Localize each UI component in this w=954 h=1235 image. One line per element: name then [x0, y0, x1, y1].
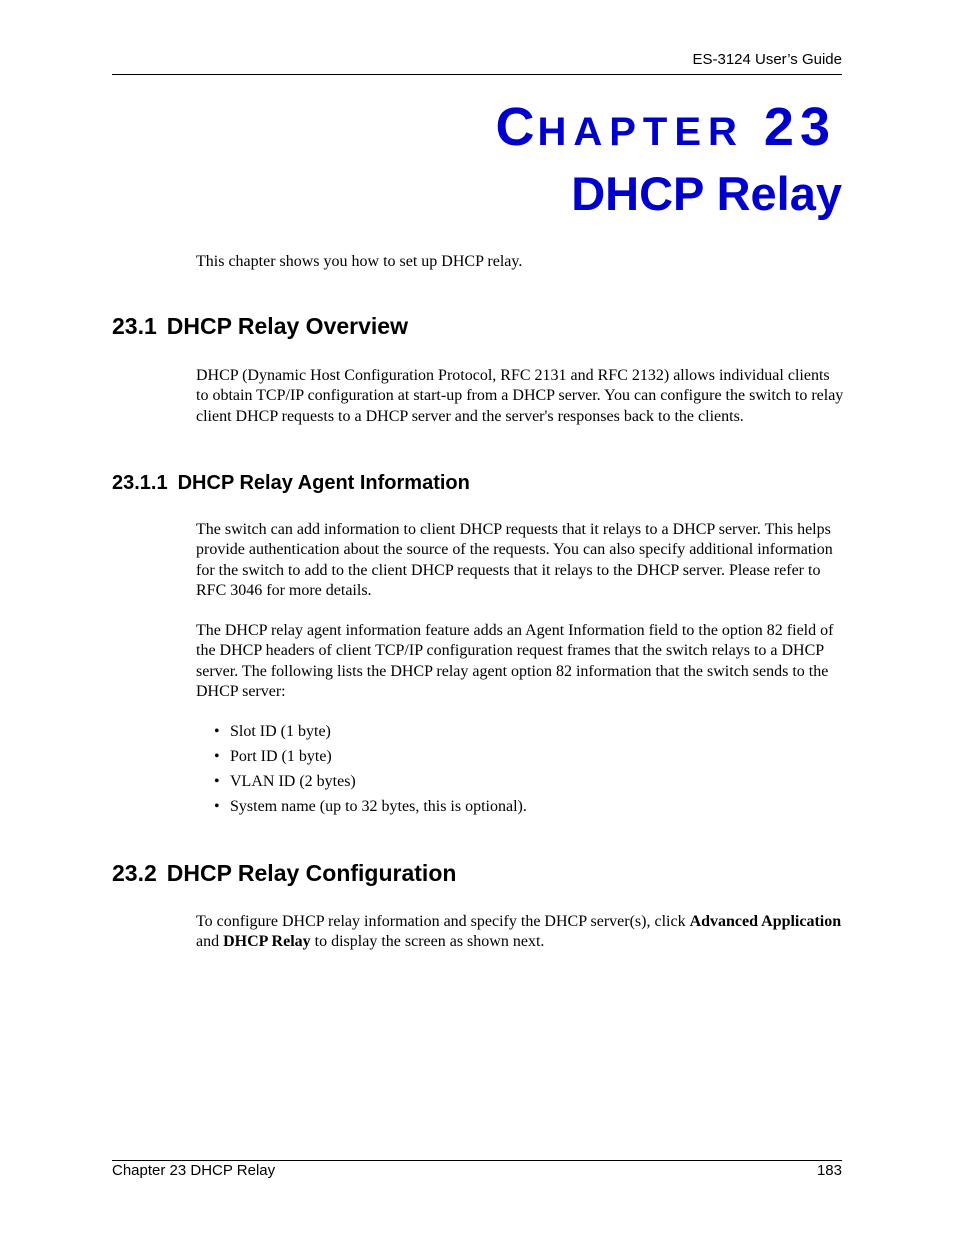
- section-number: 23.2: [112, 860, 157, 886]
- footer-rule: [112, 1160, 842, 1161]
- bullet-icon: •: [214, 773, 220, 790]
- section-heading-configuration: [112, 860, 456, 887]
- footer-chapter-title: Chapter 23 DHCP Relay: [112, 1162, 276, 1179]
- subsection-title: DHCP Relay Agent Information: [177, 472, 470, 494]
- section-number: 23.1: [112, 313, 157, 339]
- bullet-icon: •: [214, 723, 220, 740]
- list-item: • Slot ID (1 byte): [214, 723, 331, 740]
- section-heading-overview: [112, 313, 408, 340]
- agent-info-paragraph-2: The DHCP relay agent information feature adds an Agent Information field to the option 82 field of the DHCP headers of client TCP/IP configuration request frames that the switch relays to a DHCP server. The following lists the DHCP relay agent option 82 information that the switch sends to the DHCP server:: [196, 622, 834, 700]
- intro-paragraph: This chapter shows you how to set up DHCP relay.: [196, 253, 523, 270]
- list-item: • Port ID (1 byte): [214, 748, 332, 765]
- running-header: ES-3124 User’s Guide: [692, 51, 842, 68]
- bullet-icon: •: [214, 798, 220, 815]
- list-item: • VLAN ID (2 bytes): [214, 773, 356, 790]
- option-82-list: [214, 722, 527, 822]
- agent-info-paragraph-1: The switch can add information to client DHCP requests that it relays to a DHCP server. This helps provide authentication about the source of the requests. You can also specify additional information for the switch to add to the client DHCP requests that it relays to the DHCP server. Please refer to RFC 3046 for more details.: [196, 521, 833, 599]
- configuration-paragraph: To configure DHCP relay information and specify the DHCP server(s), click Advanced Application and DHCP Relay to display the screen as shown next.: [196, 913, 842, 951]
- section-title: DHCP Relay Overview: [166, 313, 408, 339]
- chapter-title: DHCP Relay: [571, 167, 842, 220]
- bullet-icon: •: [214, 748, 220, 765]
- list-item: • System name (up to 32 bytes, this is optional).: [214, 798, 527, 815]
- subsection-number: 23.1.1: [112, 472, 168, 494]
- section-title: DHCP Relay Configuration: [166, 860, 457, 886]
- chapter-label-rest: HAPTER: [537, 110, 744, 154]
- chapter-label: [495, 97, 836, 157]
- chapter-number: 23: [763, 97, 836, 157]
- menu-path-advanced-application: Advanced Application: [689, 913, 842, 930]
- header-rule: [112, 74, 842, 75]
- overview-paragraph: DHCP (Dynamic Host Configuration Protocol, RFC 2131 and RFC 2132) allows individual clients to obtain TCP/IP configuration at start-up from a DHCP server. You can configure the switch to relay client DHCP requests to a DHCP server and the server's responses back to the clients.: [196, 367, 844, 425]
- subsection-heading-agent-info: [112, 472, 470, 495]
- page-number: 183: [816, 1162, 842, 1179]
- chapter-label-initial: C: [495, 97, 538, 157]
- menu-path-dhcp-relay: DHCP Relay: [223, 933, 311, 951]
